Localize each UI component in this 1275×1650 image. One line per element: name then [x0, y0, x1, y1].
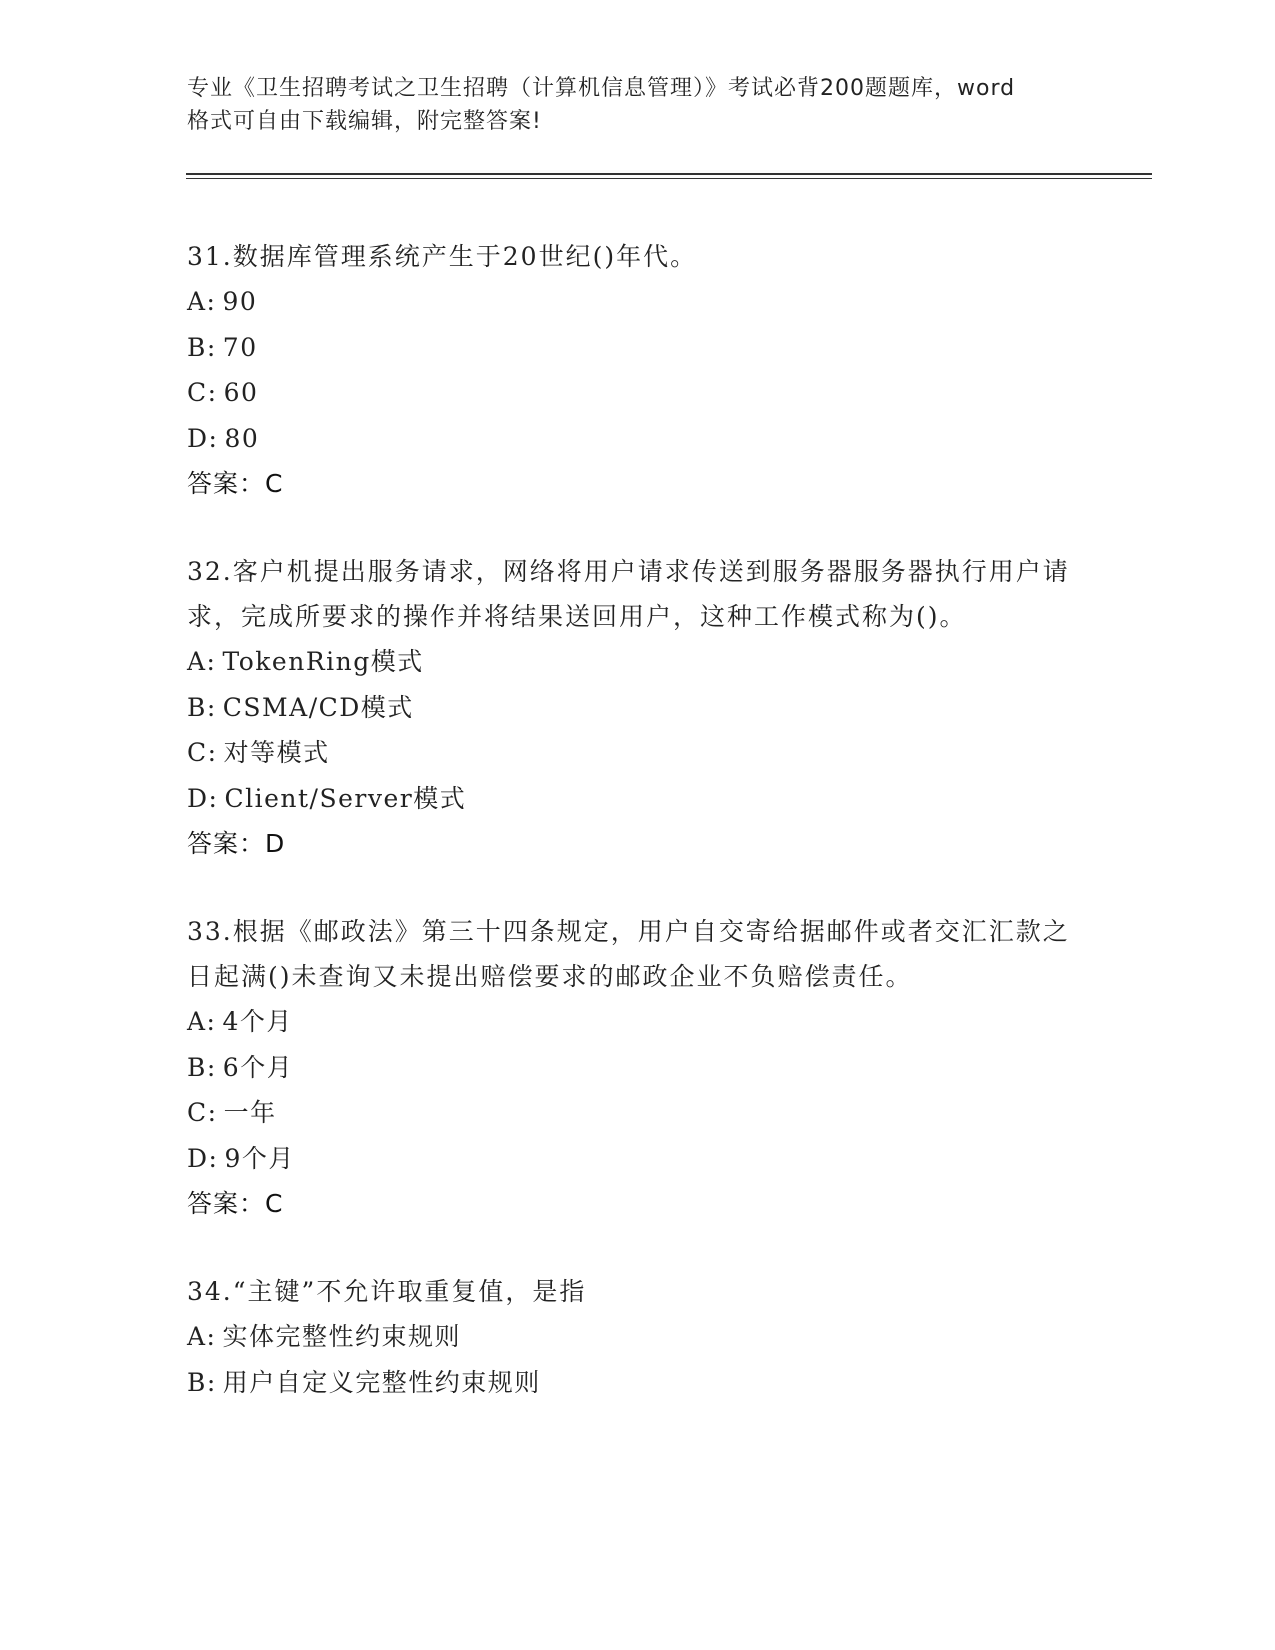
option-b	[187, 1045, 1087, 1091]
question-34	[187, 1269, 1087, 1405]
option-text: 6个月	[222, 1052, 294, 1082]
option-letter: B:	[187, 332, 217, 362]
option-letter: B:	[187, 692, 217, 722]
question-stem: 34.“主键”不允许取重复值，是指	[187, 1277, 587, 1306]
option-d	[187, 1136, 1087, 1182]
option-text: 90	[222, 287, 258, 316]
option-letter: B:	[187, 1367, 217, 1397]
answer-line: 答案：D	[187, 829, 286, 858]
option-letter: A:	[187, 287, 217, 316]
option-d	[187, 416, 1087, 462]
document-header	[187, 72, 1087, 138]
option-letter: D:	[187, 783, 219, 813]
option-text: 实体完整性约束规则	[222, 1322, 461, 1351]
option-b	[187, 685, 1087, 731]
header-line-2: 格式可自由下载编辑，附完整答案!	[187, 109, 542, 134]
option-letter: D:	[187, 423, 219, 453]
option-text: Client/Server模式	[224, 783, 467, 813]
option-a	[187, 639, 1087, 685]
answer-line: 答案：C	[187, 1189, 284, 1218]
option-b	[187, 325, 1087, 371]
option-c	[187, 730, 1087, 776]
option-letter: C:	[187, 1098, 218, 1127]
answer-line: 答案：C	[187, 469, 284, 498]
question-33	[187, 909, 1087, 1226]
option-text: 70	[222, 332, 258, 362]
option-c	[187, 370, 1087, 416]
option-letter: C:	[187, 738, 218, 767]
question-stem: 33.根据《邮政法》第三十四条规定，用户自交寄给据邮件或者交汇汇款之日起满()未查询又未提出赔偿要求的邮政企业不负赔偿责任。	[187, 917, 1070, 991]
question-32	[187, 549, 1087, 866]
option-a	[187, 999, 1087, 1045]
option-a	[187, 279, 1087, 325]
header-divider-bottom	[186, 178, 1152, 179]
option-letter: A:	[187, 647, 217, 676]
option-text: 4个月	[222, 1007, 293, 1036]
option-text: 9个月	[224, 1143, 295, 1173]
header-divider-top	[186, 173, 1152, 175]
question-stem: 31.数据库管理系统产生于20世纪()年代。	[187, 242, 698, 271]
option-d	[187, 776, 1087, 822]
option-text: 对等模式	[223, 738, 330, 767]
option-c	[187, 1090, 1087, 1136]
option-letter: D:	[187, 1143, 219, 1173]
question-list	[187, 234, 1087, 1448]
option-text: TokenRing模式	[222, 647, 424, 676]
option-text: 60	[223, 378, 259, 407]
question-stem: 32.客户机提出服务请求，网络将用户请求传送到服务器服务器执行用户请求，完成所要求的操作并将结果送回用户，这种工作模式称为()。	[187, 557, 1070, 631]
option-a	[187, 1314, 1087, 1360]
option-text: 用户自定义完整性约束规则	[222, 1367, 541, 1397]
option-letter: B:	[187, 1052, 217, 1082]
question-31	[187, 234, 1087, 506]
option-b	[187, 1360, 1087, 1406]
option-letter: A:	[187, 1007, 217, 1036]
header-line-1: 专业《卫生招聘考试之卫生招聘（计算机信息管理）》考试必背200题题库，word	[187, 76, 1016, 101]
option-text: CSMA/CD模式	[222, 692, 414, 722]
option-text: 一年	[223, 1098, 277, 1127]
option-letter: C:	[187, 378, 218, 407]
option-letter: A:	[187, 1322, 217, 1351]
option-text: 80	[224, 423, 260, 453]
